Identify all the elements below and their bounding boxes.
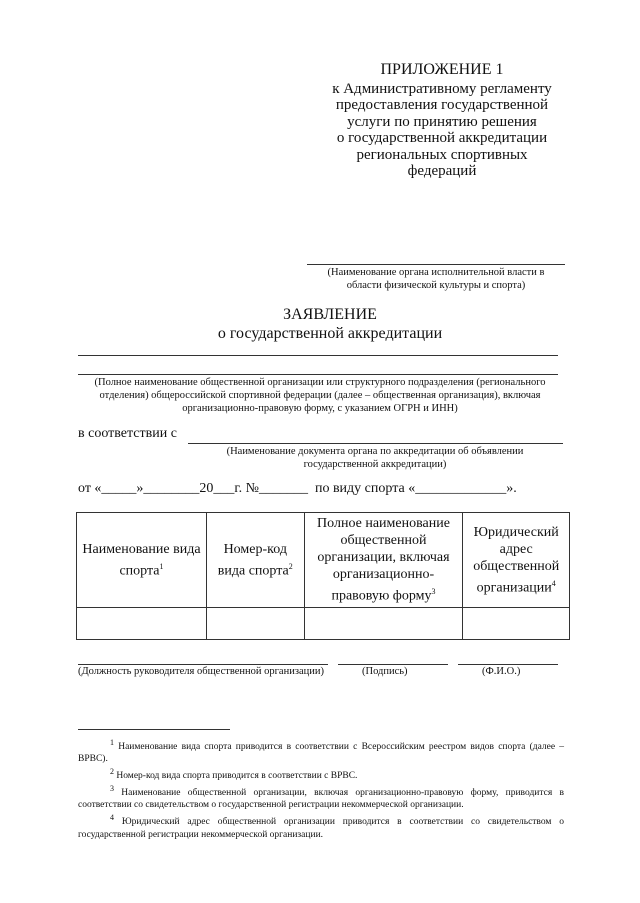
authority-caption-line: (Наименование органа исполнительной власти в — [327, 267, 545, 278]
organization-caption — [70, 376, 570, 415]
footnote-number: 1 — [110, 738, 114, 747]
date-sport-line: от «_____»________20___г. №_______ по виду спорта «_____________». — [78, 481, 517, 496]
header-org-address — [463, 513, 570, 608]
table-header-row — [77, 513, 570, 608]
authority-caption-line: области физической культуры и спорта) — [346, 280, 526, 291]
statement-subtitle: о государственной аккредитации — [217, 325, 443, 342]
signature-caption: (Подпись) — [362, 666, 408, 677]
organization-caption-line: (Полное наименование общественной организации или структурного подразделения (регионального — [94, 377, 546, 388]
header-text: Юридический адрес общественной организации — [473, 524, 560, 596]
header-org-name — [304, 513, 463, 608]
name-line — [458, 664, 558, 665]
footnote-number: 3 — [110, 784, 114, 794]
footnote-2 — [78, 766, 564, 782]
footnote-text: Номер-код вида спорта приводится в соответствии с ВРВС. — [116, 771, 358, 782]
accordance-caption-line: (Наименование документа органа по аккредитации об объявлении — [226, 446, 524, 457]
footnote-ref: 3 — [431, 587, 436, 596]
footnote-3 — [78, 783, 564, 811]
position-line — [78, 664, 328, 665]
name-caption: (Ф.И.О.) — [482, 666, 521, 677]
footnote-text: Наименование вида спорта приводится в соответствии с Всероссийским реестром видов спорта (далее – ВРВС). — [78, 742, 565, 765]
table-cell[interactable] — [77, 607, 207, 639]
appendix-line: предоставления государственной — [335, 97, 549, 113]
signature-line — [338, 664, 448, 665]
header-text: Номер-код вида спорта — [217, 541, 289, 579]
header-text: Наименование вида спорта — [82, 541, 201, 579]
appendix-header — [318, 62, 566, 180]
appendix-line: федераций — [407, 163, 477, 179]
footnote-number: 2 — [110, 767, 114, 777]
statement-title-block — [80, 305, 580, 343]
appendix-line: региональных спортивных — [356, 146, 528, 163]
organization-caption-line: отделения) общероссийской спортивной федерации (далее – общественная организация), включая — [99, 390, 541, 401]
header-text: Полное наименование общественной организации, включая организационно-правовую форму — [317, 516, 450, 604]
appendix-line: услуги по принятию решения — [347, 113, 537, 130]
footnote-text: Юридический адрес общественной организации приводится в соответствии со свидетельством о государственной регистрации некоммерческой организации. — [78, 817, 565, 840]
position-caption: (Должность руководителя общественной организации) — [78, 666, 324, 677]
table-cell[interactable] — [463, 607, 570, 639]
sport-table — [76, 512, 570, 640]
footnote-number: 4 — [110, 813, 114, 823]
table-cell[interactable] — [206, 607, 304, 639]
accordance-label: в соответствии с — [78, 426, 177, 441]
appendix-line: о государственной аккредитации — [336, 130, 548, 146]
header-sport-name — [77, 513, 207, 608]
organization-caption-line: организационно-правовую форму, с указанием ОГРН и ИНН) — [182, 403, 458, 414]
footnote-separator — [78, 729, 230, 730]
footnote-ref: 1 — [159, 561, 164, 571]
authority-caption — [300, 266, 572, 292]
appendix-line: к Административному регламенту — [332, 80, 552, 97]
organization-line-2 — [78, 374, 558, 375]
organization-line-1 — [78, 355, 558, 356]
table-cell[interactable] — [304, 607, 463, 639]
appendix-title: ПРИЛОЖЕНИЕ 1 — [380, 61, 504, 78]
authority-line — [307, 264, 565, 265]
footnote-ref: 4 — [551, 578, 556, 588]
accordance-caption — [200, 445, 550, 471]
footnotes — [78, 737, 564, 841]
accordance-line — [188, 443, 563, 444]
statement-title: ЗАЯВЛЕНИЕ — [283, 306, 377, 323]
footnote-text: Наименование общественной организации, включая организационно-правовую форму, приводится в соответствии со свидетельством о государственной регистрации некоммерческой организации. — [78, 788, 564, 811]
accordance-caption-line: государственной аккредитации) — [303, 459, 447, 470]
table-row — [77, 607, 570, 639]
header-sport-code — [206, 513, 304, 608]
footnote-4 — [78, 812, 564, 840]
footnote-1 — [78, 737, 564, 765]
footnote-ref: 2 — [288, 561, 293, 571]
